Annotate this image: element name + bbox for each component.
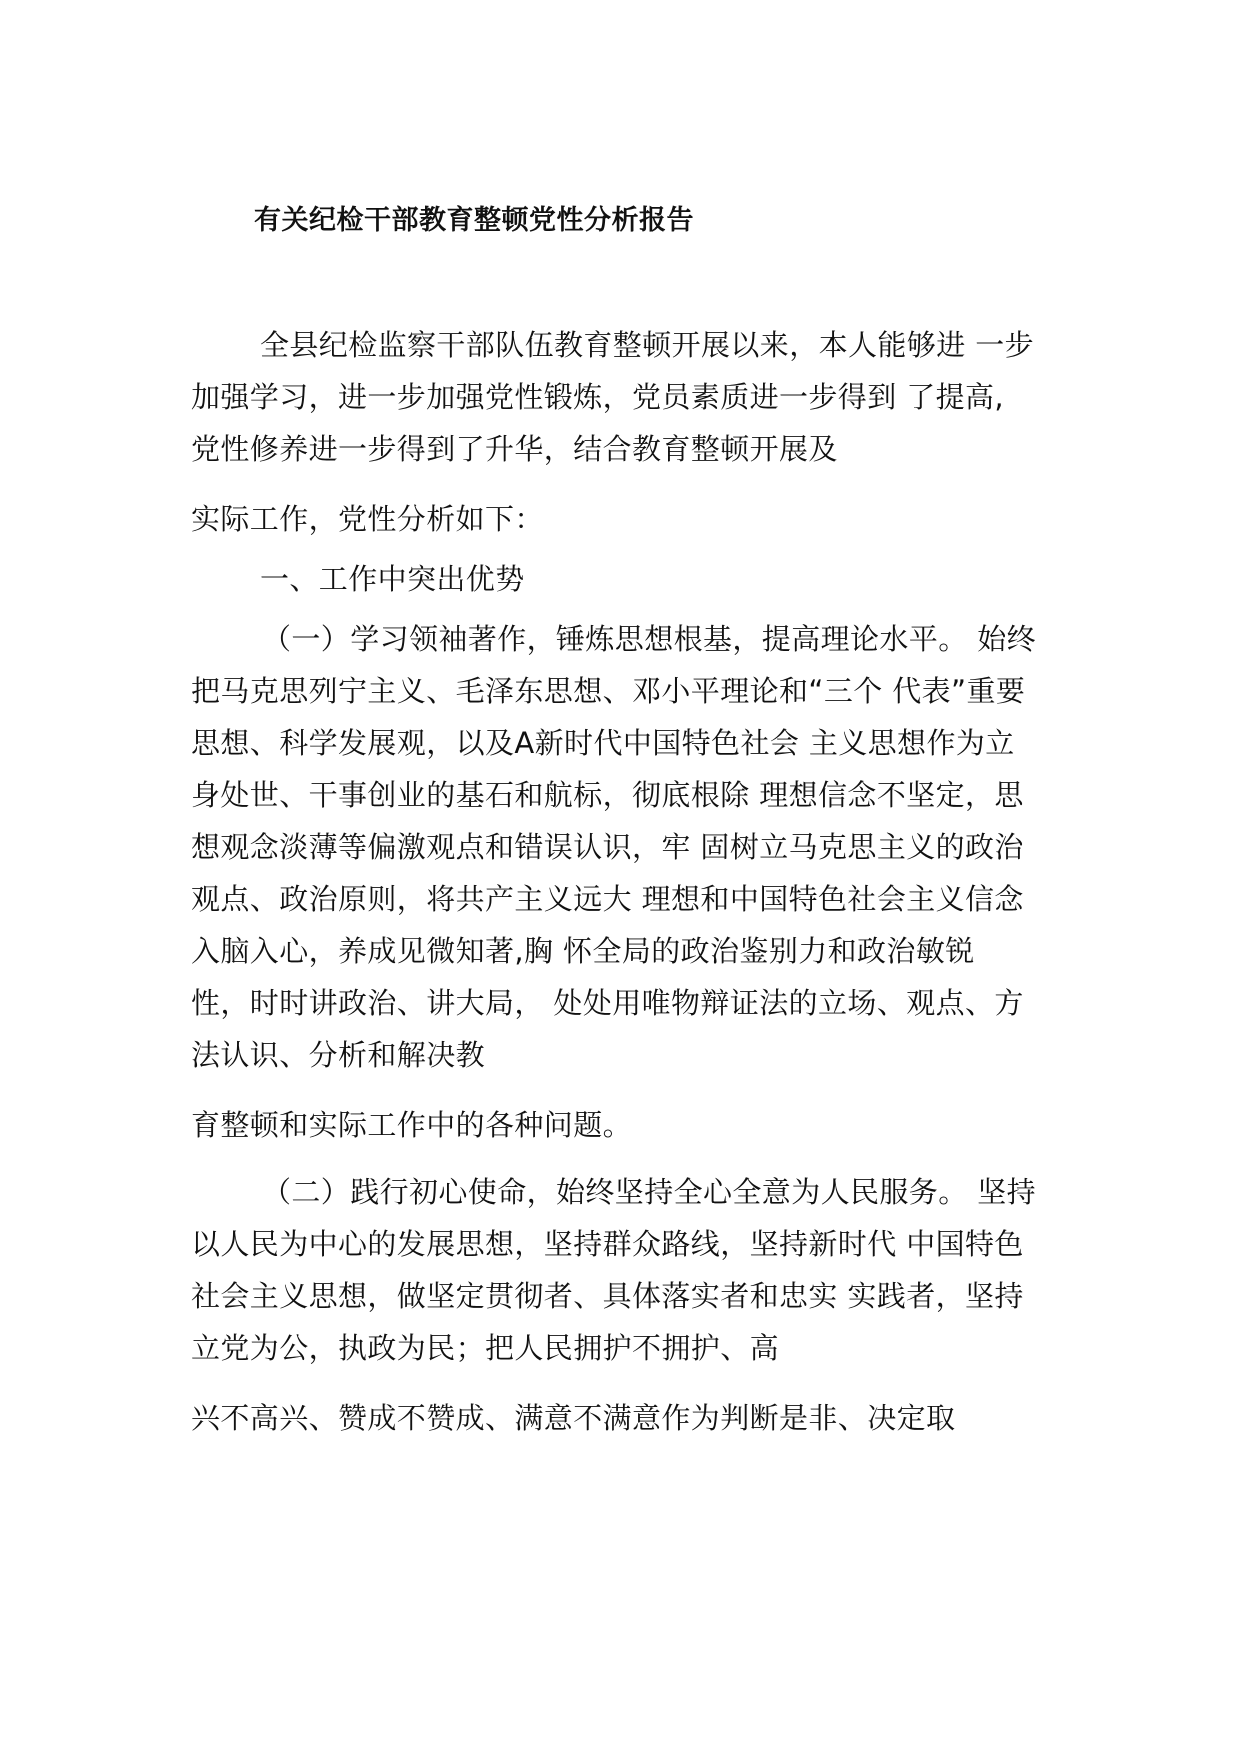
paragraph-line: 把马克思列宁主义、毛泽东思想、邓小平理论和“三个 代表”重要 — [191, 674, 1026, 708]
paragraph-line: 思想、科学发展观，以及A新时代中国特色社会 主义思想作为立 — [191, 726, 1015, 760]
paragraph-line: 全县纪检监察干部队伍教育整顿开展以来，本人能够进 一步 — [260, 328, 1035, 362]
paragraph-line: 立党为公，执政为民；把人民拥护不拥护、高 — [191, 1331, 780, 1365]
paragraph-line: 以人民为中心的发展思想，坚持群众路线，坚持新时代 中国特色 — [191, 1227, 1024, 1261]
paragraph-line: 身处世、干事创业的基石和航标，彻底根除 理想信念不坚定，思 — [191, 778, 1024, 812]
paragraph-line: （二）践行初心使命，始终坚持全心全意为人民服务。 坚持 — [262, 1175, 1037, 1209]
paragraph-line: 实际工作，党性分析如下： — [191, 502, 544, 536]
paragraph-line: 育整顿和实际工作中的各种问题。 — [191, 1108, 633, 1142]
paragraph-line: 性，时时讲政治、讲大局， 处处用唯物辩证法的立场、观点、方 — [191, 986, 1024, 1020]
paragraph-line: 党性修养进一步得到了升华，结合教育整顿开展及 — [191, 432, 838, 466]
document-title: 有关纪检干部教育整顿党性分析报告 — [254, 205, 694, 236]
paragraph-line: 加强学习，进一步加强党性锻炼，党员素质进一步得到 了提高, — [191, 380, 1005, 414]
paragraph-line: 兴不高兴、赞成不赞成、满意不满意作为判断是非、决定取 — [191, 1401, 956, 1435]
paragraph-line: （一）学习领袖著作，锤炼思想根基，提高理论水平。 始终 — [262, 622, 1037, 656]
paragraph-line: 想观念淡薄等偏激观点和错误认识，牢 固树立马克思主义的政治 — [191, 830, 1024, 864]
paragraph-line: 入脑入心，养成见微知著,胸 怀全局的政治鉴别力和政治敏锐 — [191, 934, 975, 968]
paragraph-line: 社会主义思想，做坚定贯彻者、具体落实者和忠实 实践者，坚持 — [191, 1279, 1024, 1313]
section-heading: 一、工作中突出优势 — [260, 562, 525, 596]
paragraph-line: 法认识、分析和解决教 — [191, 1038, 486, 1072]
paragraph-line: 观点、政治原则，将共产主义远大 理想和中国特色社会主义信念 — [191, 882, 1024, 916]
